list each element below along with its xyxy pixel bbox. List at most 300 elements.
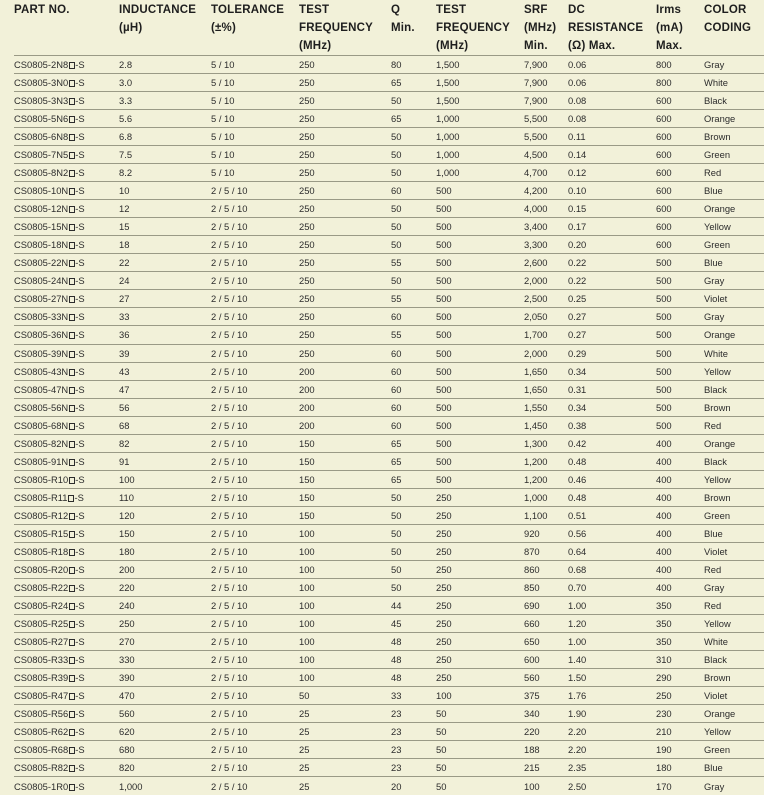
cell-q: 50 [391, 218, 436, 236]
part-prefix: CS0805-R25 [14, 617, 69, 629]
cell-irms: 800 [656, 74, 704, 92]
cell-part-no [14, 290, 119, 308]
cell-q: 48 [391, 651, 436, 669]
part-prefix: CS0805-R47 [14, 690, 69, 702]
cell-inductance: 12 [119, 200, 211, 218]
cell-test-freq-2: 1,000 [436, 146, 524, 164]
cell-part-no [14, 380, 119, 398]
cell-test-freq-1: 250 [299, 182, 391, 200]
cell-test-freq-2: 1,500 [436, 56, 524, 74]
cell-srf: 188 [524, 741, 568, 759]
cell-srf: 560 [524, 669, 568, 687]
cell-irms: 400 [656, 434, 704, 452]
table-body [0, 56, 764, 795]
part-prefix: CS0805-10N [14, 185, 69, 197]
cell-dcr: 0.08 [568, 110, 656, 128]
cell-color: Yellow [704, 218, 764, 236]
cell-q: 23 [391, 759, 436, 777]
cell-q: 55 [391, 254, 436, 272]
table-row [0, 759, 764, 777]
cell-part-no [14, 128, 119, 146]
part-suffix: -S [75, 690, 85, 702]
row-margin [0, 596, 14, 614]
table-row [0, 705, 764, 723]
header-line: Max. [656, 40, 683, 52]
row-margin [0, 434, 14, 452]
header-line: (µH) [119, 22, 143, 34]
cell-q: 50 [391, 272, 436, 290]
row-margin [0, 542, 14, 560]
cell-part-no [14, 56, 119, 74]
part-prefix: CS0805-3N0 [14, 77, 69, 89]
cell-test-freq-2: 500 [436, 236, 524, 254]
header-line: SRF [524, 4, 548, 16]
part-prefix: CS0805-R27 [14, 636, 69, 648]
cell-color: Violet [704, 542, 764, 560]
cell-part-no [14, 416, 119, 434]
cell-part-no [14, 308, 119, 326]
cell-tolerance: 2 / 5 / 10 [211, 596, 299, 614]
cell-dcr: 2.20 [568, 723, 656, 741]
left-margin [0, 0, 14, 56]
part-prefix: CS0805-56N [14, 401, 69, 413]
cell-tolerance: 2 / 5 / 10 [211, 344, 299, 362]
cell-srf: 4,200 [524, 182, 568, 200]
cell-q: 23 [391, 741, 436, 759]
cell-test-freq-1: 250 [299, 344, 391, 362]
cell-inductance: 3.3 [119, 92, 211, 110]
cell-test-freq-1: 250 [299, 110, 391, 128]
cell-irms: 500 [656, 272, 704, 290]
part-suffix: -S [75, 780, 85, 792]
part-suffix: -S [75, 329, 85, 341]
row-margin [0, 416, 14, 434]
cell-test-freq-2: 500 [436, 434, 524, 452]
row-margin [0, 110, 14, 128]
part-prefix: CS0805-R15 [14, 527, 69, 539]
header-line: (MHz) [436, 40, 469, 52]
cell-test-freq-1: 200 [299, 398, 391, 416]
table-row [0, 777, 764, 795]
part-suffix: -S [75, 185, 85, 197]
row-margin [0, 705, 14, 723]
cell-color: Black [704, 92, 764, 110]
header-line: Irms [656, 4, 682, 16]
cell-srf: 7,900 [524, 92, 568, 110]
cell-inductance: 560 [119, 705, 211, 723]
part-prefix: CS0805-27N [14, 293, 69, 305]
cell-dcr: 1.20 [568, 614, 656, 632]
cell-srf: 7,900 [524, 56, 568, 74]
header-line: FREQUENCY [436, 22, 511, 34]
cell-test-freq-1: 25 [299, 723, 391, 741]
tolerance-box-icon [68, 495, 74, 502]
cell-inductance: 390 [119, 669, 211, 687]
part-prefix: CS0805-R68 [14, 744, 69, 756]
cell-tolerance: 2 / 5 / 10 [211, 669, 299, 687]
cell-irms: 500 [656, 254, 704, 272]
cell-test-freq-2: 500 [436, 272, 524, 290]
cell-q: 60 [391, 308, 436, 326]
cell-test-freq-2: 500 [436, 200, 524, 218]
cell-color: Yellow [704, 470, 764, 488]
row-margin [0, 398, 14, 416]
cell-color: Violet [704, 687, 764, 705]
cell-test-freq-2: 500 [436, 290, 524, 308]
tolerance-box-icon [69, 62, 75, 69]
cell-dcr: 0.15 [568, 200, 656, 218]
cell-irms: 800 [656, 56, 704, 74]
part-suffix: -S [75, 167, 85, 179]
cell-part-no [14, 578, 119, 596]
cell-color: Yellow [704, 723, 764, 741]
part-suffix: -S [75, 311, 85, 323]
cell-srf: 3,400 [524, 218, 568, 236]
cell-inductance: 120 [119, 506, 211, 524]
cell-dcr: 0.46 [568, 470, 656, 488]
cell-tolerance: 5 / 10 [211, 74, 299, 92]
cell-test-freq-2: 1,000 [436, 128, 524, 146]
row-margin [0, 741, 14, 759]
cell-part-no [14, 614, 119, 632]
cell-test-freq-2: 500 [436, 218, 524, 236]
cell-part-no [14, 669, 119, 687]
cell-irms: 600 [656, 128, 704, 146]
cell-tolerance: 2 / 5 / 10 [211, 560, 299, 578]
cell-test-freq-1: 250 [299, 164, 391, 182]
cell-color: Brown [704, 398, 764, 416]
cell-irms: 310 [656, 651, 704, 669]
row-margin [0, 669, 14, 687]
cell-test-freq-2: 250 [436, 560, 524, 578]
cell-test-freq-2: 50 [436, 705, 524, 723]
cell-inductance: 24 [119, 272, 211, 290]
row-margin [0, 633, 14, 651]
cell-q: 48 [391, 669, 436, 687]
table-row [0, 741, 764, 759]
cell-tolerance: 5 / 10 [211, 110, 299, 128]
header-row [0, 0, 764, 56]
cell-test-freq-1: 250 [299, 272, 391, 290]
cell-q: 65 [391, 434, 436, 452]
cell-test-freq-1: 25 [299, 741, 391, 759]
cell-color: Black [704, 452, 764, 470]
row-margin [0, 560, 14, 578]
cell-srf: 375 [524, 687, 568, 705]
part-prefix: CS0805-R11 [14, 491, 68, 503]
cell-irms: 500 [656, 308, 704, 326]
row-margin [0, 651, 14, 669]
cell-srf: 220 [524, 723, 568, 741]
table-row [0, 272, 764, 290]
part-prefix: CS0805-36N [14, 329, 69, 341]
cell-color: Orange [704, 326, 764, 344]
table-row [0, 128, 764, 146]
cell-srf: 2,000 [524, 344, 568, 362]
cell-irms: 400 [656, 488, 704, 506]
cell-color: Orange [704, 110, 764, 128]
tolerance-box-icon [69, 765, 75, 772]
cell-part-no [14, 560, 119, 578]
cell-test-freq-1: 250 [299, 326, 391, 344]
cell-part-no [14, 542, 119, 560]
header-line: TEST [299, 4, 330, 16]
cell-test-freq-1: 150 [299, 434, 391, 452]
cell-srf: 860 [524, 560, 568, 578]
tolerance-box-icon [69, 657, 75, 664]
cell-test-freq-2: 500 [436, 452, 524, 470]
cell-q: 55 [391, 290, 436, 308]
tolerance-box-icon [69, 513, 75, 520]
cell-test-freq-2: 500 [436, 380, 524, 398]
tolerance-box-icon [69, 116, 75, 123]
cell-irms: 500 [656, 344, 704, 362]
part-suffix: -S [75, 527, 85, 539]
cell-q: 44 [391, 596, 436, 614]
row-margin [0, 74, 14, 92]
table-row [0, 110, 764, 128]
tolerance-box-icon [69, 621, 75, 628]
table-row [0, 416, 764, 434]
part-suffix: -S [75, 762, 85, 774]
cell-part-no [14, 362, 119, 380]
tolerance-box-icon [69, 585, 75, 592]
tolerance-box-icon [69, 639, 75, 646]
part-suffix: -S [75, 401, 85, 413]
table-row [0, 344, 764, 362]
cell-test-freq-1: 250 [299, 200, 391, 218]
cell-tolerance: 2 / 5 / 10 [211, 326, 299, 344]
cell-color: White [704, 74, 764, 92]
tolerance-box-icon [69, 567, 75, 574]
cell-test-freq-1: 150 [299, 506, 391, 524]
cell-dcr: 0.06 [568, 56, 656, 74]
header-line: Q [391, 4, 401, 16]
row-margin [0, 506, 14, 524]
table-row [0, 398, 764, 416]
cell-test-freq-2: 500 [436, 470, 524, 488]
cell-srf: 2,600 [524, 254, 568, 272]
cell-part-no [14, 434, 119, 452]
cell-q: 80 [391, 56, 436, 74]
tolerance-box-icon [69, 693, 75, 700]
cell-q: 65 [391, 74, 436, 92]
tolerance-box-icon [69, 729, 75, 736]
header-test-freq-2 [436, 0, 524, 56]
cell-test-freq-2: 1,000 [436, 164, 524, 182]
tolerance-box-icon [69, 711, 75, 718]
table-row [0, 633, 764, 651]
table-row [0, 542, 764, 560]
cell-inductance: 100 [119, 470, 211, 488]
table-row [0, 92, 764, 110]
cell-inductance: 240 [119, 596, 211, 614]
cell-part-no [14, 687, 119, 705]
cell-test-freq-2: 250 [436, 669, 524, 687]
cell-tolerance: 2 / 5 / 10 [211, 362, 299, 380]
header-srf [524, 0, 568, 56]
part-suffix: -S [75, 113, 85, 125]
cell-tolerance: 2 / 5 / 10 [211, 200, 299, 218]
tolerance-box-icon [69, 152, 75, 159]
cell-irms: 350 [656, 633, 704, 651]
cell-color: Brown [704, 669, 764, 687]
cell-dcr: 0.56 [568, 524, 656, 542]
part-suffix: -S [75, 455, 85, 467]
cell-q: 23 [391, 705, 436, 723]
part-prefix: CS0805-3N3 [14, 95, 69, 107]
cell-dcr: 0.20 [568, 236, 656, 254]
part-prefix: CS0805-2N8 [14, 59, 69, 71]
cell-part-no [14, 506, 119, 524]
cell-dcr: 0.08 [568, 92, 656, 110]
cell-dcr: 0.27 [568, 308, 656, 326]
cell-color: Blue [704, 759, 764, 777]
tolerance-box-icon [69, 603, 75, 610]
row-margin [0, 218, 14, 236]
part-prefix: CS0805-68N [14, 419, 69, 431]
tolerance-box-icon [69, 170, 75, 177]
cell-q: 60 [391, 416, 436, 434]
part-prefix: CS0805-R12 [14, 509, 69, 521]
cell-test-freq-2: 250 [436, 633, 524, 651]
tolerance-box-icon [69, 206, 75, 213]
cell-irms: 180 [656, 759, 704, 777]
cell-dcr: 0.51 [568, 506, 656, 524]
header-line: TOLERANCE [211, 4, 285, 16]
cell-tolerance: 2 / 5 / 10 [211, 578, 299, 596]
header-line: COLOR [704, 4, 747, 16]
cell-part-no [14, 182, 119, 200]
cell-tolerance: 2 / 5 / 10 [211, 506, 299, 524]
cell-dcr: 0.10 [568, 182, 656, 200]
cell-dcr: 0.14 [568, 146, 656, 164]
cell-color: Yellow [704, 614, 764, 632]
cell-inductance: 680 [119, 741, 211, 759]
cell-tolerance: 5 / 10 [211, 128, 299, 146]
cell-srf: 1,200 [524, 470, 568, 488]
cell-dcr: 0.22 [568, 272, 656, 290]
cell-inductance: 43 [119, 362, 211, 380]
cell-srf: 4,700 [524, 164, 568, 182]
cell-irms: 250 [656, 687, 704, 705]
row-margin [0, 290, 14, 308]
cell-tolerance: 2 / 5 / 10 [211, 236, 299, 254]
cell-tolerance: 2 / 5 / 10 [211, 687, 299, 705]
table-row [0, 524, 764, 542]
cell-part-no [14, 452, 119, 470]
part-suffix: -S [75, 708, 85, 720]
cell-irms: 290 [656, 669, 704, 687]
cell-srf: 660 [524, 614, 568, 632]
table-row [0, 723, 764, 741]
cell-color: Red [704, 416, 764, 434]
part-prefix: CS0805-47N [14, 383, 69, 395]
cell-color: Blue [704, 182, 764, 200]
cell-dcr: 0.38 [568, 416, 656, 434]
row-margin [0, 92, 14, 110]
row-margin [0, 470, 14, 488]
tolerance-box-icon [69, 314, 75, 321]
cell-color: Green [704, 506, 764, 524]
part-suffix: -S [75, 257, 85, 269]
cell-inductance: 39 [119, 344, 211, 362]
cell-inductance: 8.2 [119, 164, 211, 182]
header-line: (MHz) [524, 22, 557, 34]
row-margin [0, 146, 14, 164]
cell-color: Yellow [704, 362, 764, 380]
row-margin [0, 777, 14, 795]
cell-irms: 500 [656, 398, 704, 416]
cell-test-freq-1: 25 [299, 759, 391, 777]
header-q [391, 0, 436, 56]
cell-part-no [14, 777, 119, 795]
cell-part-no [14, 723, 119, 741]
cell-test-freq-1: 250 [299, 236, 391, 254]
cell-tolerance: 2 / 5 / 10 [211, 182, 299, 200]
cell-test-freq-1: 200 [299, 362, 391, 380]
header-line: TEST [436, 4, 467, 16]
cell-test-freq-1: 50 [299, 687, 391, 705]
cell-test-freq-2: 250 [436, 578, 524, 596]
header-line: (mA) [656, 22, 683, 34]
cell-srf: 920 [524, 524, 568, 542]
cell-srf: 1,300 [524, 434, 568, 452]
cell-dcr: 2.50 [568, 777, 656, 795]
cell-inductance: 270 [119, 633, 211, 651]
part-suffix: -S [75, 275, 85, 287]
header-line: (MHz) [299, 40, 332, 52]
part-suffix: -S [75, 509, 85, 521]
cell-tolerance: 5 / 10 [211, 146, 299, 164]
cell-irms: 400 [656, 578, 704, 596]
cell-color: Green [704, 741, 764, 759]
cell-tolerance: 2 / 5 / 10 [211, 290, 299, 308]
part-prefix: CS0805-24N [14, 275, 69, 287]
cell-irms: 230 [656, 705, 704, 723]
cell-tolerance: 2 / 5 / 10 [211, 633, 299, 651]
cell-q: 60 [391, 380, 436, 398]
cell-srf: 3,300 [524, 236, 568, 254]
cell-irms: 600 [656, 92, 704, 110]
row-margin [0, 452, 14, 470]
cell-test-freq-2: 500 [436, 254, 524, 272]
cell-inductance: 2.8 [119, 56, 211, 74]
part-prefix: CS0805-R39 [14, 672, 69, 684]
cell-color: Violet [704, 290, 764, 308]
cell-irms: 400 [656, 452, 704, 470]
cell-irms: 600 [656, 236, 704, 254]
cell-part-no [14, 236, 119, 254]
row-margin [0, 326, 14, 344]
part-prefix: CS0805-8N2 [14, 167, 69, 179]
table-row [0, 74, 764, 92]
part-prefix: CS0805-7N5 [14, 149, 69, 161]
cell-test-freq-2: 250 [436, 488, 524, 506]
cell-irms: 500 [656, 290, 704, 308]
cell-irms: 210 [656, 723, 704, 741]
cell-irms: 190 [656, 741, 704, 759]
header-line: PART NO. [14, 4, 70, 16]
cell-inductance: 22 [119, 254, 211, 272]
cell-part-no [14, 74, 119, 92]
part-suffix: -S [75, 654, 85, 666]
cell-q: 65 [391, 452, 436, 470]
cell-inductance: 10 [119, 182, 211, 200]
row-margin [0, 578, 14, 596]
cell-irms: 500 [656, 362, 704, 380]
table-row [0, 146, 764, 164]
